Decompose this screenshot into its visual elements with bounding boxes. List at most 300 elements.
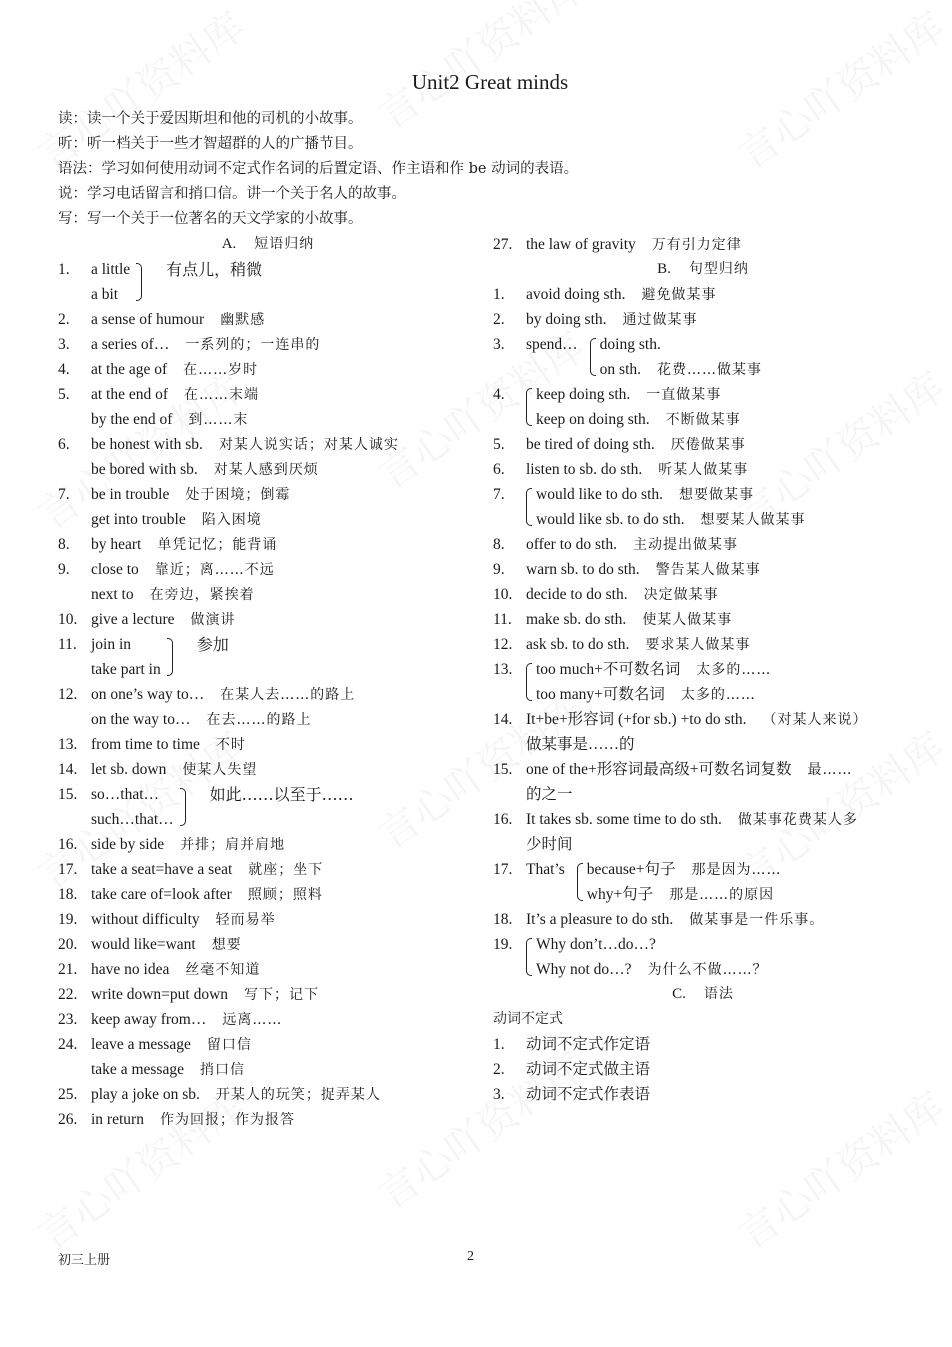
list-item bbox=[58, 482, 478, 532]
intro-line-speaking: 说：学习电话留言和捎口信。讲一个关于名人的故事。 bbox=[58, 186, 406, 202]
item-line bbox=[526, 757, 852, 782]
item-line bbox=[526, 557, 761, 582]
intro-line-grammar: 语法：学习如何使用动词不定式作名词的后置定语、作主语和作 be 动词的表语。 bbox=[58, 161, 579, 177]
item-lines bbox=[526, 807, 858, 857]
chinese-meaning: 做某事是一件乐事。 bbox=[689, 912, 825, 928]
item-line bbox=[91, 707, 355, 732]
list-item bbox=[493, 807, 913, 857]
item-lines bbox=[91, 307, 265, 332]
item-content bbox=[91, 682, 478, 732]
chinese-meaning: 幽默感 bbox=[220, 312, 266, 328]
chinese-meaning: 到……末 bbox=[188, 412, 249, 428]
item-content bbox=[91, 932, 478, 957]
chinese-meaning: 对某人说实话；对某人诚实 bbox=[218, 437, 399, 453]
item-line bbox=[526, 632, 750, 657]
english-phrase: close to bbox=[91, 561, 139, 578]
item-line bbox=[91, 932, 242, 957]
list-item bbox=[58, 957, 478, 982]
english-phrase: one of the+形容词最高级+可数名词复数 bbox=[526, 761, 792, 778]
chinese-meaning: 靠近；离……不远 bbox=[154, 562, 275, 578]
english-phrase: without difficulty bbox=[91, 911, 200, 928]
chinese-meaning: 并排；肩并肩地 bbox=[180, 837, 286, 853]
chinese-meaning: 使某人失望 bbox=[182, 762, 258, 778]
item-line bbox=[526, 307, 698, 332]
intro-line-writing: 写：写一个关于一位著名的天文学家的小故事。 bbox=[58, 211, 363, 227]
item-number: 10. bbox=[493, 586, 513, 603]
chinese-meaning: 做某事花费某人多 bbox=[737, 812, 858, 828]
item-lines bbox=[91, 1082, 381, 1107]
chinese-meaning: 万有引力定律 bbox=[651, 237, 742, 253]
english-phrase: too many+可数名词 bbox=[536, 686, 665, 703]
english-phrase: warn sb. to do sth. bbox=[526, 561, 640, 578]
list-item bbox=[493, 332, 913, 382]
item-number: 7. bbox=[58, 486, 70, 503]
item-line bbox=[91, 482, 290, 507]
item-line bbox=[526, 232, 742, 257]
chinese-meaning: 一直做某事 bbox=[646, 387, 722, 403]
item-lines bbox=[526, 282, 716, 307]
item-lines bbox=[91, 432, 399, 482]
chinese-meaning: 想要做某事 bbox=[679, 487, 755, 503]
english-phrase: Why don’t…do…? bbox=[536, 936, 656, 953]
english-phrase: because+句子 bbox=[586, 861, 676, 878]
list-item bbox=[58, 857, 478, 882]
item-number: 15. bbox=[493, 761, 513, 778]
left-column bbox=[58, 232, 478, 1132]
english-phrase: doing sth. bbox=[599, 336, 661, 353]
chinese-meaning: 远离…… bbox=[222, 1012, 283, 1028]
item-number: 17. bbox=[493, 861, 513, 878]
item-number: 14. bbox=[58, 761, 78, 778]
item-content bbox=[526, 657, 913, 707]
item-number: 3. bbox=[493, 1086, 505, 1103]
item-number: 18. bbox=[58, 886, 78, 903]
item-lines bbox=[91, 607, 235, 632]
left-brace-icon bbox=[526, 663, 532, 701]
item-lines bbox=[91, 957, 260, 982]
item-line bbox=[536, 682, 771, 707]
item-line bbox=[91, 357, 258, 382]
chinese-meaning: 在……岁时 bbox=[183, 362, 259, 378]
english-phrase: by the end of bbox=[91, 411, 173, 428]
item-lines bbox=[91, 482, 290, 532]
item-content bbox=[91, 1032, 478, 1082]
english-phrase: by heart bbox=[91, 536, 142, 553]
item-content bbox=[526, 232, 913, 257]
list-item bbox=[58, 907, 478, 932]
item-number: 18. bbox=[493, 911, 513, 928]
item-content bbox=[91, 557, 478, 607]
english-phrase: by doing sth. bbox=[526, 311, 607, 328]
english-phrase: such…that… bbox=[91, 811, 174, 828]
item-content bbox=[526, 307, 913, 332]
item-line bbox=[600, 357, 762, 382]
chinese-meaning: 丝毫不知道 bbox=[185, 962, 261, 978]
item-lines bbox=[91, 532, 277, 557]
chinese-meaning: 作为回报；作为报答 bbox=[159, 1112, 295, 1128]
english-phrase: write down=put down bbox=[91, 986, 229, 1003]
item-line bbox=[526, 1082, 650, 1107]
chinese-meaning: 花费……做某事 bbox=[657, 362, 763, 378]
item-number: 3. bbox=[493, 336, 505, 353]
item-content bbox=[91, 732, 478, 757]
list-item bbox=[493, 582, 913, 607]
item-content bbox=[526, 557, 913, 582]
footer-grade: 初三上册 bbox=[58, 1253, 111, 1268]
chinese-meaning: （对某人来说） bbox=[762, 712, 868, 728]
item-number: 12. bbox=[493, 636, 513, 653]
list-item bbox=[58, 307, 478, 332]
item-line bbox=[91, 457, 399, 482]
item-content bbox=[526, 332, 913, 382]
list-item bbox=[58, 432, 478, 482]
chinese-meaning: 处于困境；倒霉 bbox=[185, 487, 291, 503]
english-phrase: be honest with sb. bbox=[91, 436, 203, 453]
item-content bbox=[91, 882, 478, 907]
list-item bbox=[493, 232, 913, 257]
item-content bbox=[526, 582, 913, 607]
item-lines bbox=[536, 382, 741, 432]
left-brace-icon bbox=[590, 338, 596, 376]
chinese-meaning: 听某人做某事 bbox=[658, 462, 749, 478]
item-lines bbox=[91, 882, 323, 907]
left-brace-icon bbox=[526, 488, 532, 526]
item-content bbox=[526, 932, 913, 982]
english-phrase: 少时间 bbox=[526, 836, 573, 853]
item-number: 13. bbox=[493, 661, 513, 678]
item-number: 8. bbox=[493, 536, 505, 553]
section-letter: A. bbox=[221, 236, 237, 252]
item-number: 4. bbox=[58, 361, 70, 378]
list-item bbox=[493, 282, 913, 307]
english-phrase: It takes sb. some time to do sth. bbox=[526, 811, 722, 828]
list-item bbox=[493, 307, 913, 332]
section-b-heading bbox=[493, 257, 913, 282]
item-content bbox=[526, 432, 913, 457]
item-line bbox=[91, 657, 161, 682]
item-content bbox=[526, 632, 913, 657]
english-phrase: take a seat=have a seat bbox=[91, 861, 233, 878]
list-item bbox=[493, 1082, 913, 1107]
right-brace-icon bbox=[167, 638, 173, 676]
item-lines bbox=[91, 632, 161, 682]
item-number: 19. bbox=[58, 911, 78, 928]
item-lines bbox=[91, 932, 242, 957]
item-number: 17. bbox=[58, 861, 78, 878]
item-line bbox=[536, 657, 771, 682]
english-phrase: would like to do sth. bbox=[536, 486, 664, 503]
phrase-list bbox=[58, 257, 478, 1132]
chinese-meaning: 通过做某事 bbox=[622, 312, 698, 328]
list-item bbox=[493, 1032, 913, 1057]
item-number: 6. bbox=[58, 436, 70, 453]
intro-line-listening: 听：听一档关于一些才智超群的人的广播节目。 bbox=[58, 136, 363, 152]
item-lines bbox=[91, 557, 275, 607]
item-line bbox=[526, 1032, 650, 1057]
item-content bbox=[91, 607, 478, 632]
item-content bbox=[91, 482, 478, 532]
chinese-meaning: 在……末端 bbox=[184, 387, 260, 403]
item-lines bbox=[91, 257, 130, 307]
english-phrase: from time to time bbox=[91, 736, 200, 753]
item-number: 9. bbox=[493, 561, 505, 578]
list-item bbox=[493, 757, 913, 807]
item-lines bbox=[526, 707, 868, 757]
english-phrase: at the end of bbox=[91, 386, 169, 403]
section-title: 语法 bbox=[703, 986, 734, 1002]
english-phrase: take a message bbox=[91, 1061, 184, 1078]
chinese-meaning: 最…… bbox=[807, 762, 853, 778]
item-content bbox=[526, 282, 913, 307]
list-item bbox=[493, 532, 913, 557]
item-number: 27. bbox=[493, 236, 513, 253]
item-line bbox=[91, 507, 290, 532]
item-lines bbox=[526, 1032, 650, 1057]
item-content bbox=[91, 1107, 478, 1132]
item-line bbox=[91, 432, 399, 457]
item-lines bbox=[526, 757, 852, 807]
item-content bbox=[91, 1082, 478, 1107]
item-number: 7. bbox=[493, 486, 505, 503]
item-number: 26. bbox=[58, 1111, 78, 1128]
english-phrase: be tired of doing sth. bbox=[526, 436, 655, 453]
item-line bbox=[526, 607, 732, 632]
intro-objectives bbox=[58, 107, 578, 232]
item-number: 20. bbox=[58, 936, 78, 953]
list-item bbox=[58, 257, 478, 307]
list-item bbox=[493, 707, 913, 757]
section-title: 短语归纳 bbox=[254, 236, 315, 252]
right-brace-icon bbox=[180, 788, 186, 826]
item-content bbox=[526, 1057, 913, 1082]
right-brace-icon bbox=[136, 263, 142, 301]
english-phrase: in return bbox=[91, 1111, 144, 1128]
item-number: 16. bbox=[58, 836, 78, 853]
item-lines bbox=[536, 932, 768, 982]
item-content bbox=[526, 807, 913, 857]
chinese-meaning: 一系列的；一连串的 bbox=[185, 337, 321, 353]
chinese-meaning: 那是……的原因 bbox=[669, 887, 775, 903]
item-line bbox=[91, 1032, 252, 1057]
list-item bbox=[58, 357, 478, 382]
item-line bbox=[91, 782, 174, 807]
item-line bbox=[536, 507, 806, 532]
item-content bbox=[91, 332, 478, 357]
list-item bbox=[58, 1107, 478, 1132]
item-number: 9. bbox=[58, 561, 70, 578]
english-phrase: 的之一 bbox=[526, 786, 573, 803]
english-phrase: It+be+形容词 (+for sb.) +to do sth. bbox=[526, 711, 747, 728]
list-item bbox=[58, 932, 478, 957]
item-line bbox=[91, 957, 260, 982]
item-line bbox=[587, 857, 782, 882]
item-lines bbox=[526, 607, 732, 632]
item-lines bbox=[526, 307, 698, 332]
chinese-meaning: 在某人去……的路上 bbox=[220, 687, 356, 703]
list-item bbox=[58, 732, 478, 757]
item-content bbox=[91, 357, 478, 382]
item-line bbox=[91, 732, 246, 757]
item-lines bbox=[526, 582, 719, 607]
item-line bbox=[526, 707, 868, 732]
item-line bbox=[536, 932, 768, 957]
item-lines bbox=[91, 907, 276, 932]
item-content bbox=[91, 382, 478, 432]
item-content bbox=[91, 982, 478, 1007]
english-phrase: next to bbox=[91, 586, 134, 603]
item-line bbox=[526, 582, 719, 607]
item-content bbox=[526, 707, 913, 757]
item-number: 2. bbox=[493, 1061, 505, 1078]
item-content bbox=[91, 307, 478, 332]
english-phrase: keep away from… bbox=[91, 1011, 207, 1028]
english-phrase: a bit bbox=[91, 286, 119, 303]
english-phrase: let sb. down bbox=[91, 761, 167, 778]
english-phrase: have no idea bbox=[91, 961, 170, 978]
item-content bbox=[526, 457, 913, 482]
item-line bbox=[91, 907, 276, 932]
list-item bbox=[58, 682, 478, 732]
english-phrase: It’s a pleasure to do sth. bbox=[526, 911, 674, 928]
item-line bbox=[91, 1007, 282, 1032]
item-lines bbox=[526, 1057, 650, 1082]
page-title: Unit2 Great minds bbox=[411, 70, 569, 94]
item-lines bbox=[91, 1007, 282, 1032]
item-line bbox=[526, 532, 738, 557]
item-line bbox=[91, 832, 285, 857]
chinese-meaning: 轻而易举 bbox=[215, 912, 276, 928]
item-content bbox=[526, 532, 913, 557]
item-number: 14. bbox=[493, 711, 513, 728]
chinese-meaning: 厌倦做某事 bbox=[670, 437, 746, 453]
section-letter: B. bbox=[657, 261, 671, 277]
section-c-heading bbox=[493, 982, 913, 1007]
left-brace-icon bbox=[577, 863, 583, 901]
chinese-meaning: 决定做某事 bbox=[643, 587, 719, 603]
grammar-list bbox=[493, 1032, 913, 1107]
item-line bbox=[536, 957, 768, 982]
item-line bbox=[91, 857, 323, 882]
list-item bbox=[58, 532, 478, 557]
list-item bbox=[493, 432, 913, 457]
item-lines bbox=[91, 982, 319, 1007]
left-brace-icon bbox=[526, 938, 532, 976]
list-item bbox=[58, 382, 478, 432]
english-phrase: 动词不定式作表语 bbox=[526, 1086, 651, 1103]
list-item bbox=[58, 1082, 478, 1107]
english-phrase: on sth. bbox=[599, 361, 642, 378]
item-content bbox=[526, 907, 913, 932]
item-lines bbox=[91, 832, 285, 857]
english-phrase: 做某事是……的 bbox=[526, 736, 635, 753]
item-content bbox=[526, 857, 913, 907]
item-lines bbox=[526, 907, 824, 932]
chinese-meaning: 在去……的路上 bbox=[206, 712, 312, 728]
item-line bbox=[587, 882, 782, 907]
item-line bbox=[526, 432, 746, 457]
item-line bbox=[91, 407, 259, 432]
chinese-meaning: 就座；坐下 bbox=[248, 862, 324, 878]
english-phrase: Why not do…? bbox=[536, 961, 632, 978]
english-phrase: 动词不定式作定语 bbox=[526, 1036, 651, 1053]
english-phrase: make sb. do sth. bbox=[526, 611, 627, 628]
item-number: 11. bbox=[493, 611, 512, 628]
item-number: 11. bbox=[58, 636, 77, 653]
list-item bbox=[58, 757, 478, 782]
list-item bbox=[493, 932, 913, 982]
english-phrase: the law of gravity bbox=[526, 236, 636, 253]
chinese-meaning: 做演讲 bbox=[190, 612, 236, 628]
item-number: 21. bbox=[58, 961, 78, 978]
english-phrase: why+句子 bbox=[586, 886, 654, 903]
item-content bbox=[91, 757, 478, 782]
item-lines bbox=[91, 732, 246, 757]
list-item bbox=[58, 557, 478, 607]
list-item bbox=[58, 782, 478, 832]
chinese-meaning: 对某人感到厌烦 bbox=[213, 462, 319, 478]
chinese-meaning: 避免做某事 bbox=[641, 287, 717, 303]
item-line bbox=[91, 1057, 252, 1082]
english-phrase: 动词不定式做主语 bbox=[526, 1061, 651, 1078]
item-lines bbox=[526, 457, 748, 482]
english-phrase: keep on doing sth. bbox=[536, 411, 650, 428]
item-lines bbox=[587, 857, 782, 907]
item-line bbox=[91, 757, 257, 782]
section-title: 句型归纳 bbox=[688, 261, 749, 277]
english-phrase: offer to do sth. bbox=[526, 536, 617, 553]
list-item bbox=[493, 482, 913, 532]
item-number: 1. bbox=[493, 1036, 505, 1053]
item-content bbox=[91, 632, 478, 682]
item-lines bbox=[526, 1082, 650, 1107]
item-lines bbox=[536, 482, 806, 532]
item-line bbox=[91, 257, 130, 282]
intro-line-reading: 读：读一个关于爱因斯坦和他的司机的小故事。 bbox=[58, 111, 363, 127]
english-phrase: too much+不可数名词 bbox=[536, 661, 681, 678]
item-line bbox=[526, 907, 824, 932]
item-line bbox=[91, 582, 275, 607]
list-item bbox=[493, 1057, 913, 1082]
english-phrase: leave a message bbox=[91, 1036, 191, 1053]
english-phrase: would like sb. to do sth. bbox=[536, 511, 685, 528]
item-line bbox=[91, 307, 265, 332]
item-number: 5. bbox=[493, 436, 505, 453]
item-lines bbox=[526, 232, 742, 257]
chinese-meaning: 不时 bbox=[215, 737, 246, 753]
item-prefix: spend… bbox=[526, 336, 578, 353]
item-content bbox=[91, 907, 478, 932]
left-brace-icon bbox=[526, 388, 532, 426]
item-lines bbox=[526, 557, 761, 582]
item-line bbox=[526, 457, 748, 482]
item-line bbox=[91, 382, 259, 407]
english-phrase: on the way to… bbox=[91, 711, 191, 728]
list-item bbox=[493, 457, 913, 482]
item-number: 2. bbox=[58, 311, 70, 328]
chinese-meaning: 太多的…… bbox=[680, 687, 756, 703]
english-phrase: join in bbox=[91, 636, 132, 653]
list-item bbox=[58, 1007, 478, 1032]
list-item bbox=[58, 332, 478, 357]
item-number: 4. bbox=[493, 386, 505, 403]
item-lines bbox=[91, 1032, 252, 1082]
english-phrase: a little bbox=[91, 261, 131, 278]
item-number: 25. bbox=[58, 1086, 78, 1103]
list-item bbox=[493, 907, 913, 932]
page-number: 2 bbox=[467, 1249, 474, 1264]
shared-chinese-meaning: 参加 bbox=[196, 635, 229, 654]
item-lines bbox=[91, 332, 320, 357]
